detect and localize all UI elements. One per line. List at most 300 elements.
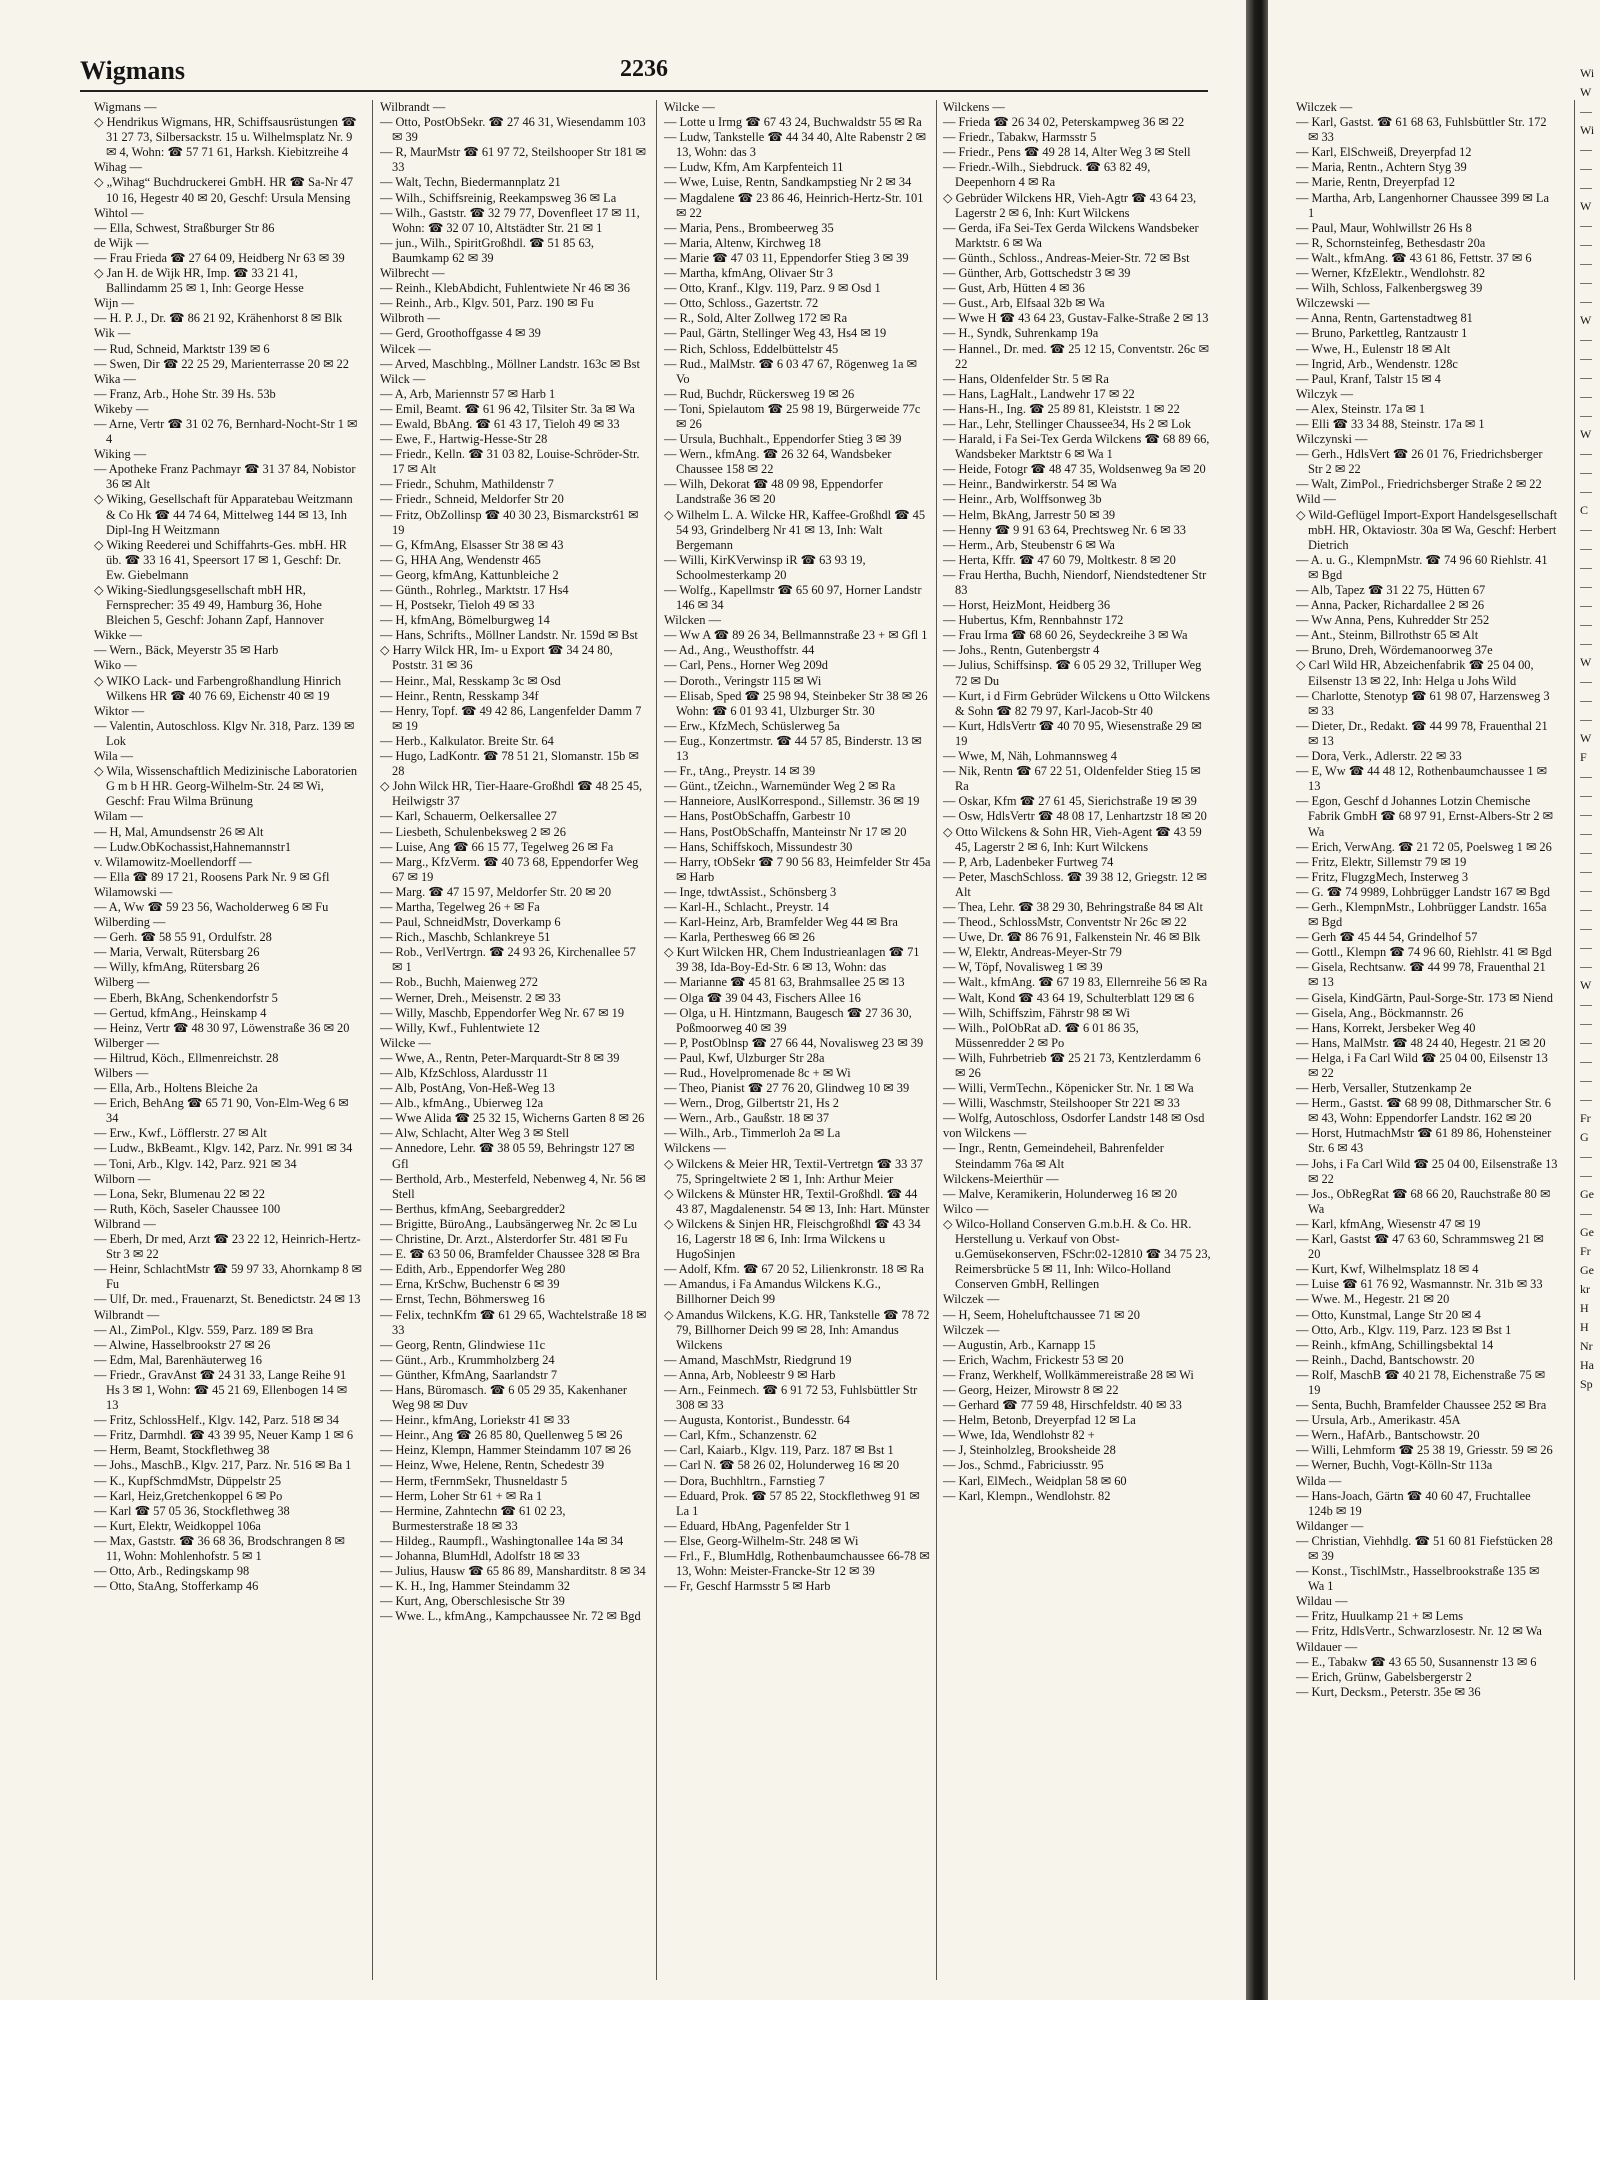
directory-entry: — Wern., Drog, Gilbertstr 21, Hs 2: [664, 1096, 839, 1111]
directory-entry: — Wwe, Ida, Wendlohstr 82 +: [943, 1428, 1095, 1443]
directory-entry: — Hans-H., Ing. ☎ 25 89 81, Kleiststr. 1 ✉ 22: [943, 401, 1180, 416]
directory-entry: — Walt., kfmAng. ☎ 43 61 86, Fettstr. 37 ✉ 6: [1296, 250, 1532, 265]
name-heading: Wilco —: [943, 1201, 989, 1216]
directory-entry: — Wern., Bäck, Meyerstr 35 ✉ Harb: [94, 643, 279, 658]
directory-entry: — Hanneiore, AuslKorrespond., Sillemstr. 36 ✉ 19: [664, 794, 920, 809]
directory-entry: — Gust, Arb, Hütten 4 ✉ 36: [943, 281, 1085, 296]
directory-entry: — Julius, Schiffsinsp. ☎ 6 05 29 32, Trilluper Weg 72 ✉ Du: [943, 658, 1202, 688]
directory-entry: — A. u. G., KlempnMstr. ☎ 74 96 60 Riehlstr. 41 ✉ Bgd: [1296, 552, 1548, 582]
directory-entry: — Günth., Rohrleg., Marktstr. 17 Hs4: [380, 583, 569, 597]
name-heading: Wilberger —: [94, 1035, 159, 1050]
directory-entry: ◇ Wilckens & Sinjen HR, Fleischgroßhdl ☎ 43 34 16, Lagerstr 18 ✉ 6, Inh: Irma Wilckens u HugoSinjen: [664, 1216, 921, 1262]
next-page-strip: [1580, 64, 1600, 1391]
directory-entry: — Peter, MaschSchloss. ☎ 39 38 12, Griegstr. 12 ✉ Alt: [943, 869, 1207, 899]
directory-entry: — Horst, HeizMont, Heidberg 36: [943, 598, 1111, 613]
directory-entry: — Karl-Heinz, Arb, Bramfelder Weg 44 ✉ Bra: [664, 915, 898, 930]
directory-entry: — Carl, Pens., Horner Weg 209d: [664, 658, 828, 673]
directory-entry: — Erw., KfzMech, Schüslerweg 5a: [664, 718, 840, 733]
directory-entry: — Willy, kfmAng, Rütersbarg 26: [94, 960, 260, 975]
directory-entry: — Otto, Kunstmal, Lange Str 20 ✉ 4: [1296, 1307, 1481, 1322]
directory-entry: — Alw, Schlacht, Alter Weg 3 ✉ Stell: [380, 1126, 570, 1141]
directory-entry: — Frieda ☎ 26 34 02, Peterskampweg 36 ✉ 22: [943, 115, 1185, 130]
directory-entry: — Arved, Maschblng., Möllner Landstr. 163c ✉ Bst: [380, 356, 640, 371]
strip-fragment: Fr: [1580, 1244, 1591, 1258]
strip-fragment: —: [1580, 997, 1592, 1011]
directory-entry: — Friedr., Schuhm, Mathildenstr 7: [380, 477, 554, 492]
name-heading: Wiko —: [94, 658, 137, 673]
directory-entry: — Kurt, Kwf, Wilhelmsplatz 18 ✉ 4: [1296, 1262, 1479, 1277]
directory-entry: — Günt., Arb., Krummholzberg 24: [380, 1352, 555, 1367]
directory-entry: — Ludw.ObKochassist,Hahnemannstr1: [94, 839, 292, 854]
directory-entry: — Hugo, LadKontr. ☎ 78 51 21, Slomanstr. 15b ✉ 28: [380, 749, 639, 779]
directory-entry: — Herta, Kffr. ☎ 47 60 79, Moltkestr. 8 ✉ 20: [943, 552, 1176, 567]
directory-entry: — Bruno, Dreh, Wördemanoorweg 37e: [1296, 643, 1493, 658]
directory-entry: — Hiltrud, Köch., Ellmenreichstr. 28: [94, 1050, 279, 1065]
directory-entry: — Emil, Beamt. ☎ 61 96 42, Tilsiter Str. 3a ✉ Wa: [380, 401, 635, 416]
name-heading: Wilczek —: [943, 1322, 1000, 1337]
directory-entry: — Gisela, KindGärtn, Paul-Sorge-Str. 173 ✉ Niend: [1296, 990, 1553, 1005]
directory-entry: — Erich, Grünw, Gabelsbergerstr 2: [1296, 1669, 1472, 1684]
directory-entry: — Olga, u H. Hintzmann, Baugesch ☎ 27 36 30, Poßmoorweg 40 ✉ 39: [664, 1005, 912, 1035]
directory-entry: ◇ Amandus Wilckens, K.G. HR, Tankstelle ☎ 78 72 79, Billhorner Deich 99 ✉ 28, Inh: Amandus Wilckens: [664, 1307, 930, 1352]
directory-entry: — Elli ☎ 33 34 88, Steinstr. 17a ✉ 1: [1296, 416, 1485, 431]
directory-entry: — K., KupfSchmdMstr, Düppelstr 25: [94, 1473, 282, 1488]
strip-fragment: —: [1580, 1206, 1592, 1220]
directory-entry: — Wilh, Schiffszim, Fährstr 98 ✉ Wi: [943, 1005, 1130, 1020]
name-heading: Wilckens-Meierthür —: [943, 1171, 1059, 1186]
directory-entry: — Karl, kfmAng, Wiesenstr 47 ✉ 19: [1296, 1216, 1481, 1231]
directory-entry: — Karla, Perthesweg 66 ✉ 26: [664, 930, 815, 945]
directory-entry: — Herm, tFernmSekr, Thusneldastr 5: [380, 1473, 568, 1488]
page-header: [80, 48, 1208, 92]
directory-entry: — Hans, Korrekt, Jersbeker Weg 40: [1296, 1020, 1476, 1035]
name-heading: Wilczek —: [1296, 100, 1353, 114]
directory-entry: — Har., Lehr, Stellinger Chaussee34, Hs 2 ✉ Lok: [943, 416, 1192, 431]
directory-entry: ◇ Jan H. de Wijk HR, Imp. ☎ 33 21 41, Ballindamm 25 ✉ 1, Inh: George Hesse: [94, 266, 304, 296]
directory-entry: — Ewald, BbAng. ☎ 61 43 17, Tieloh 49 ✉ 33: [380, 416, 620, 431]
strip-fragment: Ge: [1580, 1225, 1594, 1239]
directory-column-2: [380, 100, 648, 1980]
directory-entry: — Willy, Kwf., Fuhlentwiete 12: [380, 1020, 540, 1035]
directory-entry: ◇ Wilhelm L. A. Wilcke HR, Kaffee-Großhdl ☎ 45 54 93, Grindelberg Nr 41 ✉ 13, Inh: Walt Bergemann: [664, 507, 926, 552]
directory-entry: — H, kfmAng, Bömelburgweg 14: [380, 613, 550, 628]
directory-entry: — Walt, Techn, Biedermannplatz 21: [380, 175, 561, 190]
strip-fragment: —: [1580, 636, 1592, 650]
directory-entry: — Reinh., kfmAng, Schillingsbektal 14: [1296, 1337, 1494, 1352]
strip-fragment: —: [1580, 218, 1592, 232]
name-heading: Wilberg —: [94, 975, 150, 990]
directory-entry: — Gisela, Rechtsanw. ☎ 44 99 78, Frauenthal 21 ✉ 13: [1296, 960, 1546, 990]
directory-entry: — Gerh., HdlsVert ☎ 26 01 76, Friedrichsberger Str 2 ✉ 22: [1296, 447, 1543, 477]
directory-entry: — Wern., kfmAng. ☎ 26 32 64, Wandsbeker Chaussee 158 ✉ 22: [664, 447, 892, 477]
directory-entry: — Fr, Geschf Harmsstr 5 ✉ Harb: [664, 1579, 831, 1594]
directory-entry: — Ingrid, Arb., Wendenstr. 128c: [1296, 356, 1458, 371]
directory-entry: — Ww Anna, Pens, Kuhredder Str 252: [1296, 613, 1490, 628]
name-heading: Wildau —: [1296, 1594, 1348, 1609]
directory-entry: — Martha, Tegelweg 26 + ✉ Fa: [380, 899, 540, 914]
name-heading: Wilczek —: [943, 1292, 1000, 1307]
directory-entry: — Hildeg., Raumpfl., Washingtonallee 14a ✉ 34: [380, 1533, 624, 1548]
directory-entry: — Ursula, Buchhalt., Eppendorfer Stieg 3 ✉ 39: [664, 432, 902, 447]
strip-fragment: —: [1580, 180, 1592, 194]
directory-entry: — Hans, MalMstr. ☎ 48 24 40, Hegestr. 21 ✉ 20: [1296, 1035, 1546, 1050]
directory-entry: — Otto, Arb., Klgv. 119, Parz. 123 ✉ Bst 1: [1296, 1322, 1512, 1337]
directory-entry: — Johs, i Fa Carl Wild ☎ 25 04 00, Eilsenstraße 13 ✉ 22: [1296, 1156, 1558, 1186]
directory-entry: — Christian, Viehhdlg. ☎ 51 60 81 Fiefstücken 28 ✉ 39: [1296, 1533, 1553, 1563]
directory-entry: — Friedr., GravAnst ☎ 24 31 33, Lange Reihe 91 Hs 3 ✉ 1, Wohn: ☎ 45 21 69, Ellenbogen 14 ✉ 13: [94, 1367, 348, 1413]
directory-entry: — Helm, Betonb, Dreyerpfad 12 ✉ La: [943, 1413, 1136, 1428]
directory-entry: — Wilh., Gaststr. ☎ 32 79 77, Dovenfleet 17 ✉ 11, Wohn: ☎ 32 07 10, Altstädter Str. 21 ✉ 1: [380, 205, 640, 235]
directory-entry: — Wwe Alida ☎ 25 32 15, Wicherns Garten 8 ✉ 26: [380, 1111, 645, 1126]
directory-entry: — Erich, Wachm, Frickestr 53 ✉ 20: [943, 1352, 1124, 1367]
strip-fragment: —: [1580, 1054, 1592, 1068]
directory-entry: — Karl-H., Schlacht., Preystr. 14: [664, 899, 829, 914]
directory-entry: — Eug., Konzertmstr. ☎ 44 57 85, Binderstr. 13 ✉ 13: [664, 733, 922, 764]
directory-entry: — Frl., F., BlumHdlg, Rothenbaumchaussee 66-78 ✉ 13, Wohn: Meister-Francke-Str 12 ✉ 39: [664, 1549, 930, 1579]
directory-entry: — Dieter, Dr., Redakt. ☎ 44 99 78, Frauenthal 21 ✉ 13: [1296, 718, 1548, 748]
directory-entry: — Hans, PostObSchaffn, Garbestr 10: [664, 809, 851, 824]
directory-entry: — Berthold, Arb., Mesterfeld, Nebenweg 4, Nr. 56 ✉ Stell: [380, 1171, 646, 1201]
directory-entry: — E., Tabakw ☎ 43 65 50, Susannenstr 13 ✉ 6: [1296, 1654, 1537, 1669]
directory-entry: — Marianne ☎ 45 81 63, Brahmsallee 25 ✉ 13: [664, 975, 905, 990]
strip-fragment: —: [1580, 921, 1592, 935]
strip-fragment: —: [1580, 845, 1592, 859]
directory-entry: — Herb, Versaller, Stutzenkamp 2e: [1296, 1081, 1472, 1096]
column-rule: [656, 100, 657, 1980]
directory-entry: ◇ Wiking, Gesellschaft für Apparatebau Weitzmann & Co Hk ☎ 44 74 64, Mittelweg 144 ✉ 13, Inh Dipl-Ing H Weitzmann: [94, 492, 353, 537]
directory-entry: — Otto, Kranf., Klgv. 119, Parz. 9 ✉ Osd 1: [664, 281, 881, 296]
directory-entry: — Walt., kfmAng. ☎ 67 19 83, Ellernreihe 56 ✉ Ra: [943, 975, 1208, 990]
directory-entry: — Alwine, Hasselbrookstr 27 ✉ 26: [94, 1337, 271, 1352]
directory-entry: — Wwe, A., Rentn, Peter-Marquardt-Str 8 ✉ 39: [380, 1050, 620, 1065]
name-heading: Wilcek —: [380, 341, 431, 356]
strip-fragment: G: [1580, 1130, 1589, 1144]
directory-entry: — Heinr, SchlachtMstr ☎ 59 97 33, Ahornkamp 8 ✉ Fu: [94, 1262, 362, 1292]
directory-entry: — Fritz, Darmhdl. ☎ 43 39 95, Neuer Kamp 1 ✉ 6: [94, 1428, 354, 1443]
directory-entry: — Jos., Schmd., Fabriciusstr. 95: [943, 1458, 1104, 1473]
directory-entry: ◇ John Wilck HR, Tier-Haare-Großhdl ☎ 48 25 45, Heilwigstr 37: [380, 779, 643, 809]
strip-fragment: —: [1580, 902, 1592, 916]
directory-entry: — Felix, technKfm ☎ 61 29 65, Wachtelstraße 18 ✉ 33: [380, 1307, 647, 1337]
directory-entry: — Werner, KfzElektr., Wendlohstr. 82: [1296, 266, 1486, 281]
directory-entry: — A, Ww ☎ 59 23 56, Wacholderweg 6 ✉ Fu: [94, 899, 329, 914]
directory-entry: — Uwe, Dr. ☎ 86 76 91, Falkenstein Nr. 46 ✉ Blk: [943, 930, 1201, 945]
directory-entry: — Georg, kfmAng, Kattunbleiche 2: [380, 567, 559, 582]
directory-entry: — Paul, Gärtn, Stellinger Weg 43, Hs4 ✉ 19: [664, 326, 887, 341]
directory-entry: — Hans, PostObSchaffn, Manteinstr Nr 17 ✉ 20: [664, 824, 907, 839]
strip-fragment: W: [1580, 85, 1592, 99]
directory-entry: — Franz, Arb., Hohe Str. 39 Hs. 53b: [94, 386, 276, 401]
strip-fragment: W: [1580, 655, 1592, 669]
directory-entry: — Rud, Schneid, Marktstr 139 ✉ 6: [94, 341, 270, 356]
directory-entry: — Henny ☎ 9 91 63 64, Prechtsweg Nr. 6 ✉ 33: [943, 522, 1186, 537]
directory-entry: — Maria, Pens., Brombeerweg 35: [664, 220, 834, 235]
strip-fragment: —: [1580, 370, 1592, 384]
directory-entry: — Anna, Arb, Nobleestr 9 ✉ Harb: [664, 1367, 836, 1382]
directory-column-1: [94, 100, 362, 1980]
strip-fragment: Wi: [1580, 123, 1595, 137]
strip-fragment: —: [1580, 788, 1592, 802]
directory-entry: — Wwe. L., kfmAng., Kampchaussee Nr. 72 ✉ Bgd: [380, 1609, 641, 1624]
directory-entry: — Anna, Packer, Richardallee 2 ✉ 26: [1296, 598, 1485, 613]
strip-fragment: —: [1580, 579, 1592, 593]
directory-entry: — Wwe, Luise, Rentn, Sandkampstieg Nr 2 ✉ 34: [664, 175, 912, 190]
directory-entry: — Wilh, Schloss, Falkenbergsweg 39: [1296, 281, 1483, 296]
directory-entry: — Harry, tObSekr ☎ 7 90 56 83, Heimfelder Str 45a ✉ Harb: [664, 854, 931, 884]
directory-entry: ◇ Harry Wilck HR, Im- u Export ☎ 34 24 80, Poststr. 31 ✉ 36: [380, 643, 613, 673]
name-heading: Wilam —: [94, 809, 143, 824]
directory-entry: — Gerd, Groothoffgasse 4 ✉ 39: [380, 326, 541, 341]
directory-entry: — Wern., HafArb., Bantschowstr. 20: [1296, 1428, 1480, 1443]
directory-entry: — H, Mal, Amundsenstr 26 ✉ Alt: [94, 824, 264, 839]
directory-entry: ◇ Otto Wilckens & Sohn HR, Vieh-Agent ☎ 43 59 45, Lagerstr 2 ✉ 6, Inh: Kurt Wilckens: [943, 824, 1202, 854]
name-heading: Wilbroth —: [380, 311, 440, 326]
directory-entry: — Hans-Joach, Gärtn ☎ 40 60 47, Fruchtallee 124b ✉ 19: [1296, 1488, 1531, 1518]
name-heading: Wilck —: [380, 371, 426, 386]
directory-entry: — Fritz, FlugzgMech, Insterweg 3: [1296, 869, 1469, 884]
name-heading: Wilborn —: [94, 1171, 151, 1186]
directory-entry: — Eduard, Prok. ☎ 57 85 22, Stockflethweg 91 ✉ La 1: [664, 1488, 920, 1518]
directory-entry: — Frau Irma ☎ 68 60 26, Seydeckreihe 3 ✉ Wa: [943, 628, 1188, 643]
column-rule: [372, 100, 373, 1980]
directory-entry: — Gerh., KlempnMstr., Lohbrügger Landstr. 165a ✉ Bgd: [1296, 899, 1547, 930]
directory-column-3: [664, 100, 932, 1980]
directory-entry: — Hans, Schiffskoch, Missundestr 30: [664, 839, 853, 854]
directory-entry: — Herm, Beamt, Stockflethweg 38: [94, 1443, 270, 1458]
directory-entry: — Marie ☎ 47 03 11, Eppendorfer Stieg 3 ✉ 39: [664, 250, 909, 265]
strip-fragment: —: [1580, 693, 1592, 707]
directory-entry: — Gisela, Ang., Böckmannstr. 26: [1296, 1005, 1464, 1020]
directory-entry: — Ludw, Tankstelle ☎ 44 34 40, Alte Rabenstr 2 ✉ 13, Wohn: das 3: [664, 130, 927, 160]
strip-fragment: H: [1580, 1320, 1589, 1334]
book-gutter: [1246, 0, 1268, 2000]
directory-entry: — Alb, Tapez ☎ 31 22 75, Hütten 67: [1296, 583, 1486, 597]
directory-entry: — Johanna, BlumHdl, Adolfstr 18 ✉ 33: [380, 1549, 580, 1563]
name-heading: Wilcken —: [664, 613, 721, 628]
directory-entry: — Franz, Werkhelf, Wollkämmereistraße 28 ✉ Wi: [943, 1367, 1194, 1382]
directory-entry: — Horst, HutmachMstr ☎ 61 89 86, Hohensteiner Str. 6 ✉ 43: [1296, 1126, 1552, 1156]
directory-entry: — Hans, Schrifts., Möllner Landstr. Nr. 159d ✉ Bst: [380, 628, 638, 643]
name-heading: Wilbrand —: [94, 1216, 156, 1231]
directory-entry: — Swen, Dir ☎ 22 25 29, Marienterrasse 20 ✉ 22: [94, 356, 350, 371]
directory-entry: — Berthus, kfmAng, Seebargredder2: [380, 1201, 566, 1216]
directory-entry: — Gerda, iFa Sei-Tex Gerda Wilckens Wandsbeker Marktstr. 6 ✉ Wa: [943, 220, 1199, 250]
directory-entry: — Maria, Altenw, Kirchweg 18: [664, 235, 821, 250]
directory-entry: — Karl, ElSchweiß, Dreyerpfad 12: [1296, 145, 1472, 160]
directory-entry: — Liesbeth, Schulenbeksweg 2 ✉ 26: [380, 824, 566, 839]
strip-fragment: —: [1580, 294, 1592, 308]
directory-entry: — Wilh, Dekorat ☎ 48 09 98, Eppendorfer Landstraße 36 ✉ 20: [664, 477, 883, 507]
name-heading: Wild —: [1296, 492, 1336, 507]
directory-entry: — H, Postsekr, Tieloh 49 ✉ 33: [380, 598, 535, 613]
directory-entry: — Ruth, Köch, Saseler Chaussee 100: [94, 1201, 281, 1216]
name-heading: Wilcke —: [380, 1035, 431, 1050]
strip-fragment: —: [1580, 1035, 1592, 1049]
strip-fragment: —: [1580, 465, 1592, 479]
strip-fragment: —: [1580, 598, 1592, 612]
strip-fragment: —: [1580, 1092, 1592, 1106]
directory-entry: — Karl ☎ 57 05 36, Stockflethweg 38: [94, 1503, 290, 1518]
directory-entry: — Wwe H ☎ 43 64 23, Gustav-Falke-Straße 2 ✉ 13: [943, 311, 1209, 326]
directory-entry: — Günth., Schloss., Andreas-Meier-Str. 72 ✉ Bst: [943, 250, 1190, 265]
directory-entry: — Georg, Heizer, Mirowstr 8 ✉ 22: [943, 1382, 1119, 1397]
name-heading: Wilczynski —: [1296, 432, 1368, 447]
name-heading: Wigmans —: [94, 100, 157, 114]
directory-entry: — Valentin, Autoschloss. Klgv Nr. 318, Parz. 139 ✉ Lok: [94, 718, 355, 748]
column-rule: [936, 100, 937, 1980]
column-rule: [1574, 100, 1575, 1980]
directory-entry: — Erw., Kwf., Löfflerstr. 27 ✉ Alt: [94, 1126, 267, 1141]
directory-entry: — H. P. J., Dr. ☎ 86 21 92, Krähenhorst 8 ✉ Blk: [94, 311, 343, 326]
directory-entry: — Rich, Schloss, Eddelbüttelstr 45: [664, 341, 839, 356]
directory-entry: — Paul, SchneidMstr, Doverkamp 6: [380, 915, 561, 930]
directory-entry: — Fritz, Elektr, Sillemstr 79 ✉ 19: [1296, 854, 1467, 869]
name-heading: von Wilckens —: [943, 1126, 1027, 1141]
directory-entry: — Johs., MaschB., Klgv. 217, Parz. Nr. 516 ✉ Ba 1: [94, 1458, 352, 1473]
strip-fragment: —: [1580, 1149, 1592, 1163]
strip-fragment: —: [1580, 408, 1592, 422]
directory-entry: — P, PostOblnsp ☎ 27 66 44, Novalisweg 23 ✉ 39: [664, 1035, 924, 1050]
strip-fragment: W: [1580, 427, 1592, 441]
directory-entry: — Werner, Dreh., Meisenstr. 2 ✉ 33: [380, 990, 561, 1005]
directory-entry: — Kurt, HdlsVertr ☎ 40 70 95, Wiesenstraße 29 ✉ 19: [943, 718, 1202, 748]
directory-entry: — Frau Hertha, Buchh, Niendorf, Niendstedtener Str 83: [943, 567, 1207, 597]
directory-entry: — E. ☎ 63 50 06, Bramfelder Chaussee 328 ✉ Bra: [380, 1247, 640, 1262]
strip-fragment: Ge: [1580, 1187, 1594, 1201]
directory-entry: — Wilh, Fuhrbetrieb ☎ 25 21 73, Kentzlerdamm 6 ✉ 26: [943, 1050, 1201, 1080]
strip-fragment: Ha: [1580, 1358, 1594, 1372]
name-heading: Wildauer —: [1296, 1639, 1358, 1654]
name-heading: Wijn —: [94, 296, 134, 311]
directory-entry: — Johs., Rentn, Gutenbergstr 4: [943, 643, 1100, 658]
strip-fragment: —: [1580, 674, 1592, 688]
strip-fragment: —: [1580, 522, 1592, 536]
name-heading: Wilbers —: [94, 1066, 149, 1080]
directory-entry: — Fritz, ObZollinsp ☎ 40 30 23, Bismarckstr61 ✉ 19: [380, 507, 639, 537]
directory-entry: — Marie, Rentn, Dreyerpfad 12: [1296, 175, 1455, 190]
strip-fragment: —: [1580, 446, 1592, 460]
directory-entry: — Paul, Kwf, Ulzburger Str 28a: [664, 1050, 825, 1065]
directory-entry: — Heinz, Wwe, Helene, Rentn, Schedestr 39: [380, 1458, 605, 1473]
directory-entry: — Edith, Arb., Eppendorfer Weg 280: [380, 1262, 566, 1277]
directory-entry: — P, Arb, Ladenbeker Furtweg 74: [943, 854, 1114, 869]
directory-entry: — Osw, HdlsVertr ☎ 48 08 17, Lenhartzstr 18 ✉ 20: [943, 809, 1207, 824]
directory-entry: — Heide, Fotogr ☎ 48 47 35, Woldsenweg 9a ✉ 20: [943, 462, 1206, 477]
strip-fragment: W: [1580, 199, 1592, 213]
directory-entry: — Ad., Ang., Weusthoffstr. 44: [664, 643, 815, 658]
directory-entry: — Karl, Schauerm, Oelkersallee 27: [380, 809, 557, 824]
directory-entry: — Otto, StaAng, Stofferkamp 46: [94, 1579, 259, 1594]
directory-entry: — Erich, VerwAng. ☎ 21 72 05, Poelsweg 1 ✉ 26: [1296, 839, 1552, 854]
directory-entry: — G, KfmAng, Elsasser Str 38 ✉ 43: [380, 537, 564, 552]
directory-entry: — Inge, tdwtAssist., Schönsberg 3: [664, 884, 837, 899]
directory-entry: — Malve, Keramikerin, Holunderweg 16 ✉ 20: [943, 1186, 1178, 1201]
directory-entry: ◇ Wilco-Holland Conserven G.m.b.H. & Co. HR. Herstellung u. Verkauf von Obst-u.Gemüsekonserven, FSchr:02-12810 ☎ 34 75 23, Reimersbrücke 5 ✉ 11, Inh: Wilco-Holland Conserven GmbH, Rellingen: [943, 1216, 1211, 1292]
directory-entry: — Kurt, Ang, Oberschlesische Str 39: [380, 1594, 565, 1609]
directory-entry: — Hubertus, Kfm, Rennbahnstr 172: [943, 613, 1124, 628]
strip-fragment: —: [1580, 142, 1592, 156]
directory-entry: — Ludw., BkBeamt., Klgv. 142, Parz. Nr. 991 ✉ 34: [94, 1141, 353, 1156]
directory-entry: — Dora, Buchhltrn., Farnstieg 7: [664, 1473, 825, 1488]
directory-entry: — Martha, Arb, Langenhorner Chaussee 399 ✉ La 1: [1296, 190, 1549, 220]
directory-entry: — Edm, Mal, Barenhäuterweg 16: [94, 1352, 262, 1367]
directory-entry: — Gust., Arb, Elfsaal 32b ✉ Wa: [943, 296, 1105, 311]
directory-entry: — J, Steinholzleg, Brooksheide 28: [943, 1443, 1116, 1458]
directory-entry: — Dora, Verk., Adlerstr. 22 ✉ 33: [1296, 749, 1462, 764]
directory-entry: — Charlotte, Stenotyp ☎ 61 98 07, Harzensweg 3 ✉ 33: [1296, 688, 1550, 718]
strip-fragment: —: [1580, 1016, 1592, 1030]
directory-entry: — Friedr., Kelln. ☎ 31 03 82, Louise-Schröder-Str. 17 ✉ Alt: [380, 447, 640, 477]
directory-entry: — Heinr., Bandwirkerstr. 54 ✉ Wa: [943, 477, 1117, 492]
directory-entry: — R., Sold, Alter Zollweg 172 ✉ Ra: [664, 311, 848, 326]
directory-entry: — Rich., Maschb, Schlankreye 51: [380, 930, 551, 945]
directory-entry: — Nik, Rentn ☎ 67 22 51, Oldenfelder Stieg 15 ✉ Ra: [943, 764, 1201, 794]
directory-entry: ◇ Wila, Wissenschaftlich Medizinische Laboratorien G m b H HR. Georg-Wilhelm-Str. 24 ✉ Wi, Geschf: Frau Wilma Brünung: [94, 764, 358, 809]
strip-fragment: —: [1580, 332, 1592, 346]
directory-entry: — Willy, Maschb, Eppendorfer Weg Nr. 67 ✉ 19: [380, 1005, 625, 1020]
directory-entry: — Otto, Schloss., Gazertstr. 72: [664, 296, 819, 311]
directory-entry: — Hermine, Zahntechn ☎ 61 02 23, Burmesterstraße 18 ✉ 33: [380, 1503, 566, 1533]
directory-entry: — Willi, Lehmform ☎ 25 38 19, Griesstr. 59 ✉ 26: [1296, 1443, 1553, 1458]
directory-entry: — Maria, Rentn., Achtern Styg 39: [1296, 160, 1467, 175]
directory-entry: — Heinr., Ang ☎ 26 85 80, Quellenweg 5 ✉ 26: [380, 1428, 623, 1443]
directory-entry: — Wwe, H., Eulenstr 18 ✉ Alt: [1296, 341, 1451, 356]
directory-entry: — Karl, Gastst ☎ 47 63 60, Schrammsweg 21 ✉ 20: [1296, 1232, 1544, 1262]
strip-fragment: —: [1580, 256, 1592, 270]
strip-fragment: —: [1580, 807, 1592, 821]
directory-entry: — Reinh., Dachd, Bantschowstr. 20: [1296, 1352, 1475, 1367]
strip-fragment: —: [1580, 769, 1592, 783]
directory-entry: — R, MaurMstr ☎ 61 97 72, Steilshooper Str 181 ✉ 33: [380, 145, 647, 175]
directory-entry: — Jos., ObRegRat ☎ 68 66 20, Rauchstraße 80 ✉ Wa: [1296, 1186, 1551, 1216]
directory-entry: — Gottl., Klempn ☎ 74 96 60, Riehlstr. 41 ✉ Bgd: [1296, 945, 1552, 960]
directory-entry: — Magdalene ☎ 23 86 46, Heinrich-Hertz-Str. 101 ✉ 22: [664, 190, 924, 220]
running-head: Wigmans: [80, 56, 185, 85]
directory-entry: — Elisab, Sped ☎ 25 98 94, Steinbeker Str 38 ✉ 26 Wohn: ☎ 6 01 93 41, Ulzburger Str. 30: [664, 688, 928, 718]
name-heading: Wihtol —: [94, 205, 144, 220]
strip-fragment: Wi: [1580, 66, 1595, 80]
directory-entry: — Wilh., Arb., Timmerloh 2a ✉ La: [664, 1126, 841, 1141]
directory-entry: — Alb, KfzSchloss, Alardusstr 11: [380, 1066, 549, 1080]
name-heading: Wiktor —: [94, 703, 145, 718]
strip-fragment: —: [1580, 959, 1592, 973]
directory-entry: — E, Ww ☎ 44 48 12, Rothenbaumchaussee 1 ✉ 13: [1296, 764, 1547, 794]
directory-entry: — Anna, Rentn, Gartenstadtweg 81: [1296, 311, 1473, 326]
directory-entry: ◇ Wiking Reederei und Schiffahrts-Ges. mbH. HR üb. ☎ 33 16 41, Speersort 17 ✉ 1, Geschf: Dr. Ew. Giebelmann: [94, 537, 347, 582]
strip-fragment: Nr: [1580, 1339, 1593, 1353]
directory-entry: — Julius, Hausw ☎ 65 86 89, Mansharditstr. 8 ✉ 34: [380, 1564, 646, 1579]
directory-entry: — Willi, VermTechn., Köpenicker Str. Nr. 1 ✉ Wa: [943, 1081, 1194, 1096]
name-heading: Wila —: [94, 749, 134, 764]
directory-entry: — Annedore, Lehr. ☎ 38 05 59, Behringstr 127 ✉ Gfl: [380, 1141, 635, 1171]
directory-entry: — Karl, Heiz,Gretchenkoppel 6 ✉ Po: [94, 1488, 283, 1503]
name-heading: Wika —: [94, 371, 136, 386]
directory-entry: ◇ Wilckens & Meier HR, Textil-Vertretgn ☎ 33 37 75, Springeltwiete 2 ✉ 1, Inh: Arthur Meier: [664, 1156, 923, 1186]
directory-entry: — Paul, Kranf, Talstr 15 ✉ 4: [1296, 371, 1441, 386]
directory-entry: ◇ „Wihag“ Buchdruckerei GmbH. HR ☎ Sa-Nr 47 10 16, Hegestr 40 ✉ 20, Geschf: Ursula Mensing: [94, 175, 354, 205]
directory-entry: — Alb., kfmAng., Ubierweg 12a: [380, 1096, 544, 1111]
directory-entry: — Heinr., Rentn, Resskamp 34f: [380, 688, 539, 703]
directory-entry: — Carl N. ☎ 58 26 02, Holunderweg 16 ✉ 20: [664, 1458, 900, 1473]
directory-entry: — Walt, ZimPol., Friedrichsberger Straße 2 ✉ 22: [1296, 477, 1542, 492]
directory-entry: — Werner, Buchh, Vogt-Kölln-Str 113a: [1296, 1458, 1493, 1473]
name-heading: Wikeby —: [94, 401, 149, 416]
strip-fragment: —: [1580, 883, 1592, 897]
strip-fragment: —: [1580, 940, 1592, 954]
directory-entry: — Helm, BkAng, Jarrestr 50 ✉ 39: [943, 507, 1116, 522]
directory-entry: — Ww A ☎ 89 26 34, Bellmannstraße 23 + ✉ Gfl 1: [664, 628, 928, 643]
directory-entry: — Marg., KfzVerm. ☎ 40 73 68, Eppendorfer Weg 67 ✉ 19: [380, 854, 639, 884]
